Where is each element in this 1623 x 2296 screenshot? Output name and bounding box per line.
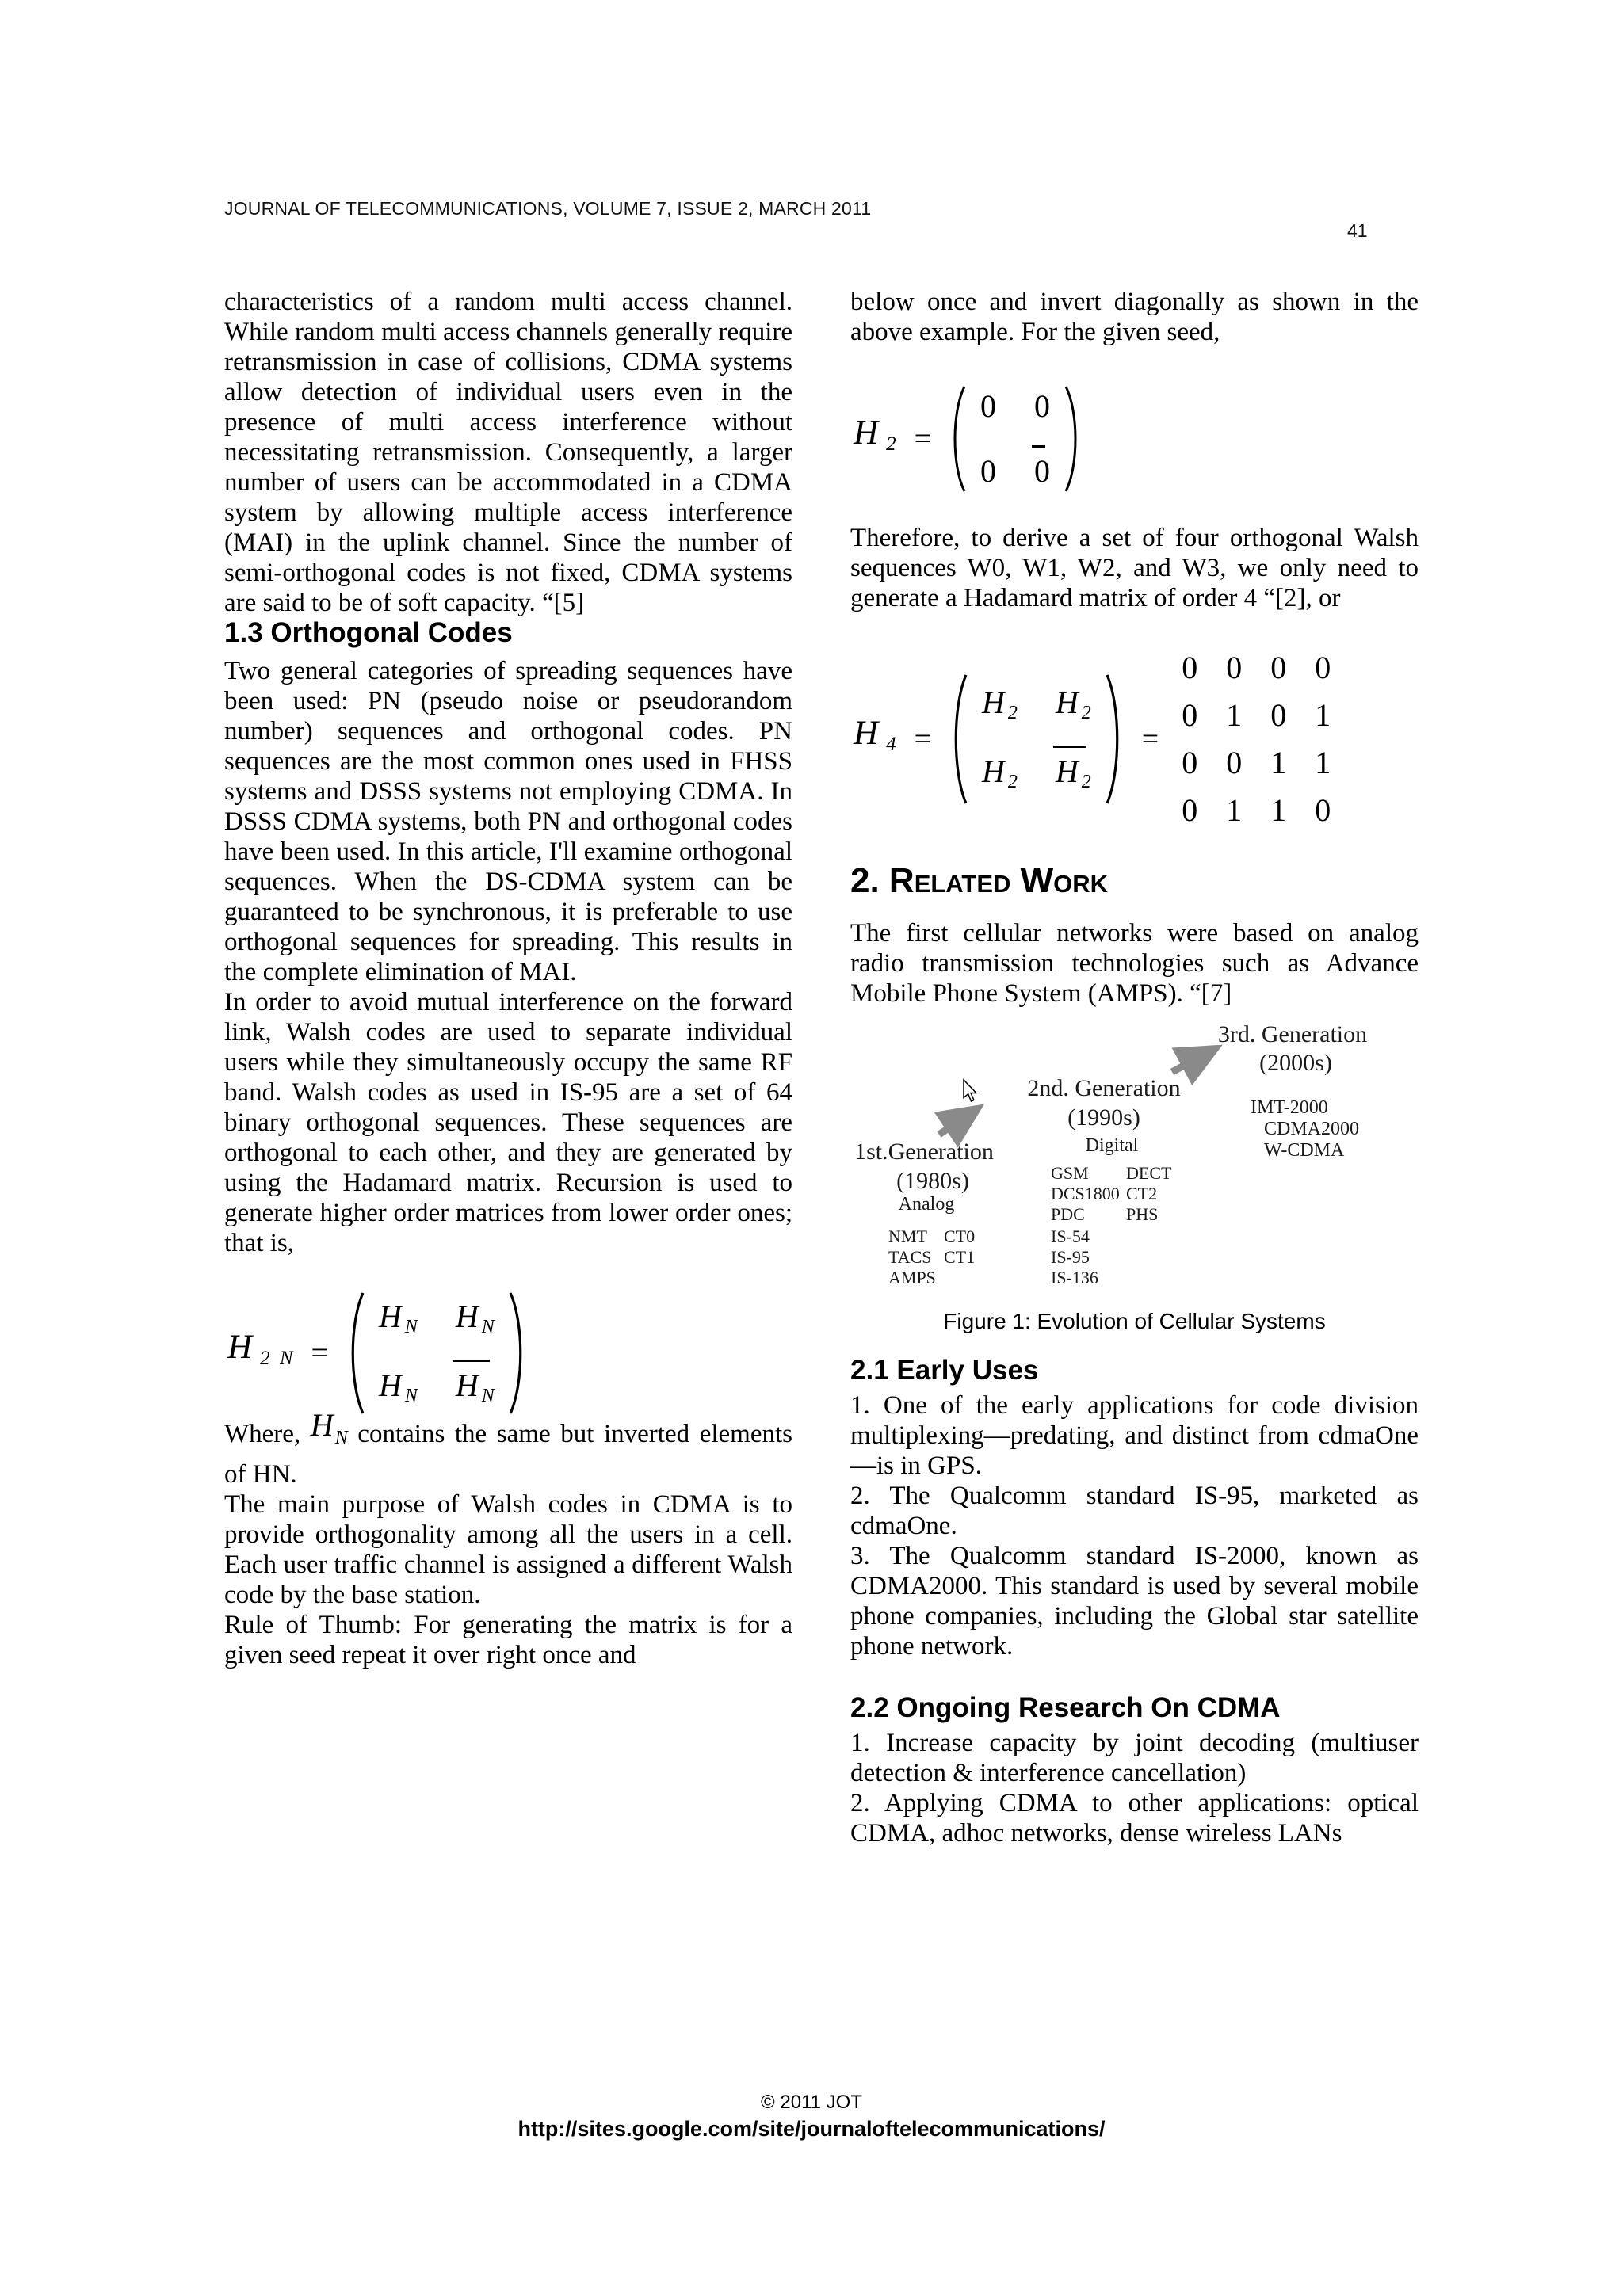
section-2-heading: 2. Related Work: [850, 861, 1109, 900]
h4-hadamard-formula: [854, 650, 1419, 828]
matrix-cell: 0: [1270, 650, 1287, 685]
page-number: 41: [1347, 220, 1368, 241]
matrix-cell: H N: [378, 1299, 418, 1337]
formula-lhs-h4: H 4: [854, 715, 899, 755]
paragraph-first-cellular: The first cellular networks were based on analog radio transmission technologies such as Advance Mobile Phone System (AMPS). “[7]: [850, 919, 1419, 1008]
section-2-1-heading: 2.1 Early Uses: [850, 1355, 1039, 1386]
hadamard-recursion-formula: [227, 1290, 792, 1417]
paragraph-orthogonal-codes: Two general categories of spreading sequences have been used: PN (pseudo noise or pseudorandom number) sequences and orthogonal codes. PN sequences are the most common ones used in FHSS systems and DSSS systems not employing CDMA. In DSSS CDMA systems, both PN and orthogonal codes have been used. In this article, I'll examine orthogonal sequences. When the DS-CDMA system can be guaranteed to be synchronous, it is preferable to use orthogonal sequences for spreading. This results in the complete elimination of MAI.: [224, 657, 792, 986]
close-paren: [1063, 383, 1083, 494]
paragraph-rule-of-thumb: Rule of Thumb: For generating the matrix is for a given seed repeat it over right once and: [224, 1611, 792, 1669]
matrix-2x2-h2: [969, 687, 1104, 791]
open-paren: [947, 383, 968, 494]
journal-url: http://sites.google.com/site/journaloftelecommunications/: [517, 2117, 1106, 2141]
matrix-cell: 0: [1182, 650, 1198, 685]
figure-evolution-of-cellular-systems: [850, 1021, 1419, 1299]
cursor-icon: [964, 1080, 976, 1101]
gen3-item: IMT-2000: [1251, 1097, 1328, 1118]
equals-sign: =: [914, 723, 931, 756]
gen2-title: 2nd. Generation: [1027, 1075, 1181, 1101]
open-paren: [344, 1290, 366, 1417]
equals-sign: =: [311, 1337, 328, 1370]
section-1-3-heading: 1.3 Orthogonal Codes: [224, 617, 513, 648]
early-uses-item: 1. One of the early applications for code division multiplexing—predating, and distinct from cdmaOne—is in GPS.: [850, 1391, 1419, 1480]
h2-seed-formula: [854, 383, 1419, 494]
section-2-2-heading: 2.2 Ongoing Research On CDMA: [850, 1692, 1281, 1723]
matrix-cell: 0: [1270, 697, 1287, 733]
equals-sign: =: [914, 422, 931, 456]
arrow-1st-to-2nd: [939, 1110, 976, 1135]
matrix-2x2-hn: [366, 1301, 507, 1405]
matrix-cell: 1: [1270, 792, 1287, 828]
matrix-cell: 0: [1182, 745, 1198, 780]
matrix-cell: 0: [1226, 650, 1243, 685]
matrix-cell: 1: [1226, 792, 1243, 828]
gen2-item: PDC: [1051, 1204, 1085, 1224]
arrow-2nd-to-3rd: [1172, 1050, 1213, 1072]
matrix-cell-inverted: H N: [455, 1367, 495, 1406]
early-uses-item: 2. The Qualcomm standard IS-95, marketed as cdmaOne.: [850, 1482, 1419, 1540]
equals-sign: =: [1141, 723, 1159, 756]
matrix-cell: 1: [1315, 745, 1331, 780]
inline-hn-formula: $H_N$: [310, 1407, 348, 1448]
gen1-item: AMPS: [888, 1268, 936, 1287]
matrix-cell: H 2: [1055, 685, 1091, 723]
matrix-4x4-walsh: [1179, 650, 1333, 828]
gen1-item: CT1: [944, 1247, 976, 1267]
matrix-cell: 0: [1226, 745, 1243, 780]
matrix-cell: 0: [980, 388, 996, 424]
gen2-item: GSM: [1051, 1163, 1089, 1183]
gen1-item: CT0: [944, 1226, 976, 1246]
page-footer: [0, 2090, 1623, 2142]
figure-caption: Figure 1: Evolution of Cellular Systems: [943, 1309, 1326, 1333]
matrix-cell-inverted: 0: [1034, 453, 1050, 489]
paragraph-intro: characteristics of a random multi access channel. While random multi access channels generally require retransmission in case of collisions, CDMA systems allow detection of individual users even in the presence of multi access interference without necessitating retransmission. Consequently, a larger number of users can be accommodated in a CDMA system by allowing multiple access interference (MAI) in the uplink channel. Since the number of semi-orthogonal codes is not fixed, CDMA systems are said to be of soft capacity. “[5]: [224, 288, 792, 617]
copyright-line: © 2011 JOT: [761, 2092, 862, 2113]
gen2-item: IS-136: [1051, 1268, 1098, 1287]
matrix-cell: 0: [1182, 792, 1198, 828]
matrix-cell: 0: [1034, 388, 1050, 424]
paragraph-where: Where, $H_N$ contains the same but inverted elements of HN.: [224, 1407, 793, 1489]
matrix-2x2-seed: [968, 388, 1063, 489]
gen1-type: Analog: [898, 1194, 955, 1215]
matrix-cell: H 2: [982, 753, 1018, 792]
gen2-item: CT2: [1126, 1184, 1158, 1203]
right-column: [850, 287, 1419, 1848]
gen1-item: TACS: [888, 1247, 932, 1267]
ongoing-research-item: 1. Increase capacity by joint decoding (multiuser detection & interference cancellation): [850, 1729, 1419, 1787]
matrix-cell: H 2: [982, 685, 1018, 723]
gen1-era: (1980s): [896, 1168, 969, 1194]
gen2-item: DCS1800: [1051, 1184, 1120, 1203]
open-paren: [947, 672, 969, 807]
gen3-era: (2000s): [1259, 1050, 1332, 1076]
matrix-cell: 0: [1182, 697, 1198, 733]
matrix-cell: H N: [378, 1367, 418, 1406]
paragraph-below-once: below once and invert diagonally as shown in the above example. For the given seed,: [850, 288, 1419, 346]
gen1-item: NMT: [888, 1226, 927, 1246]
gen2-era: (1990s): [1067, 1104, 1140, 1131]
matrix-cell: 0: [1315, 792, 1331, 828]
journal-header: JOURNAL OF TELECOMMUNICATIONS, VOLUME 7, ISSUE 2, MARCH 2011: [224, 198, 872, 219]
formula-lhs-h2n: H 2 N: [227, 1329, 296, 1369]
paragraph-therefore: Therefore, to derive a set of four orthogonal Walsh sequences W0, W1, W2, and W3, we only need to generate a Hadamard matrix of order 4 “[2], or: [850, 524, 1419, 612]
paragraph-purpose: The main purpose of Walsh codes in CDMA is to provide orthogonality among all the users in a cell. Each user traffic channel is assigned a different Walsh code by the base station.: [224, 1490, 792, 1609]
gen2-item: PHS: [1126, 1204, 1159, 1224]
paragraph-walsh-codes: In order to avoid mutual interference on the forward link, Walsh codes are used to separate individual users while they simultaneously occupy the same RF band. Walsh codes as used in IS-95 are a set of 64 binary orthogonal sequences. These sequences are orthogonal to each other, and they are generated by using the Hadamard matrix. Recursion is used to generate higher order matrices from lower order ones; that is,: [224, 988, 792, 1257]
close-paren: [507, 1290, 529, 1417]
gen3-item: CDMA2000: [1264, 1119, 1360, 1139]
ongoing-research-item: 2. Applying CDMA to other applications: optical CDMA, adhoc networks, dense wireless LANs: [850, 1789, 1419, 1848]
formula-lhs-h2: H 2: [854, 414, 899, 455]
matrix-cell: 1: [1226, 697, 1243, 733]
gen3-title: 3rd. Generation: [1217, 1021, 1368, 1047]
left-column: [224, 287, 792, 1670]
gen2-type: Digital: [1085, 1135, 1139, 1156]
gen3-item: W-CDMA: [1264, 1140, 1345, 1161]
matrix-cell: 1: [1270, 745, 1287, 780]
matrix-cell: 0: [1315, 650, 1331, 685]
early-uses-item: 3. The Qualcomm standard IS-2000, known as CDMA2000. This standard is used by several mobile phone companies, including the Global star satellite phone network.: [850, 1542, 1419, 1661]
matrix-cell: 0: [980, 453, 996, 489]
matrix-cell: H N: [455, 1299, 495, 1337]
close-paren: [1104, 672, 1126, 807]
gen2-item: IS-95: [1051, 1247, 1090, 1267]
matrix-cell: 1: [1315, 697, 1331, 733]
gen2-item: DECT: [1126, 1163, 1172, 1183]
gen2-item: IS-54: [1051, 1226, 1090, 1246]
matrix-cell-inverted: H 2: [1055, 753, 1091, 792]
gen1-title: 1st.Generation: [854, 1138, 994, 1165]
